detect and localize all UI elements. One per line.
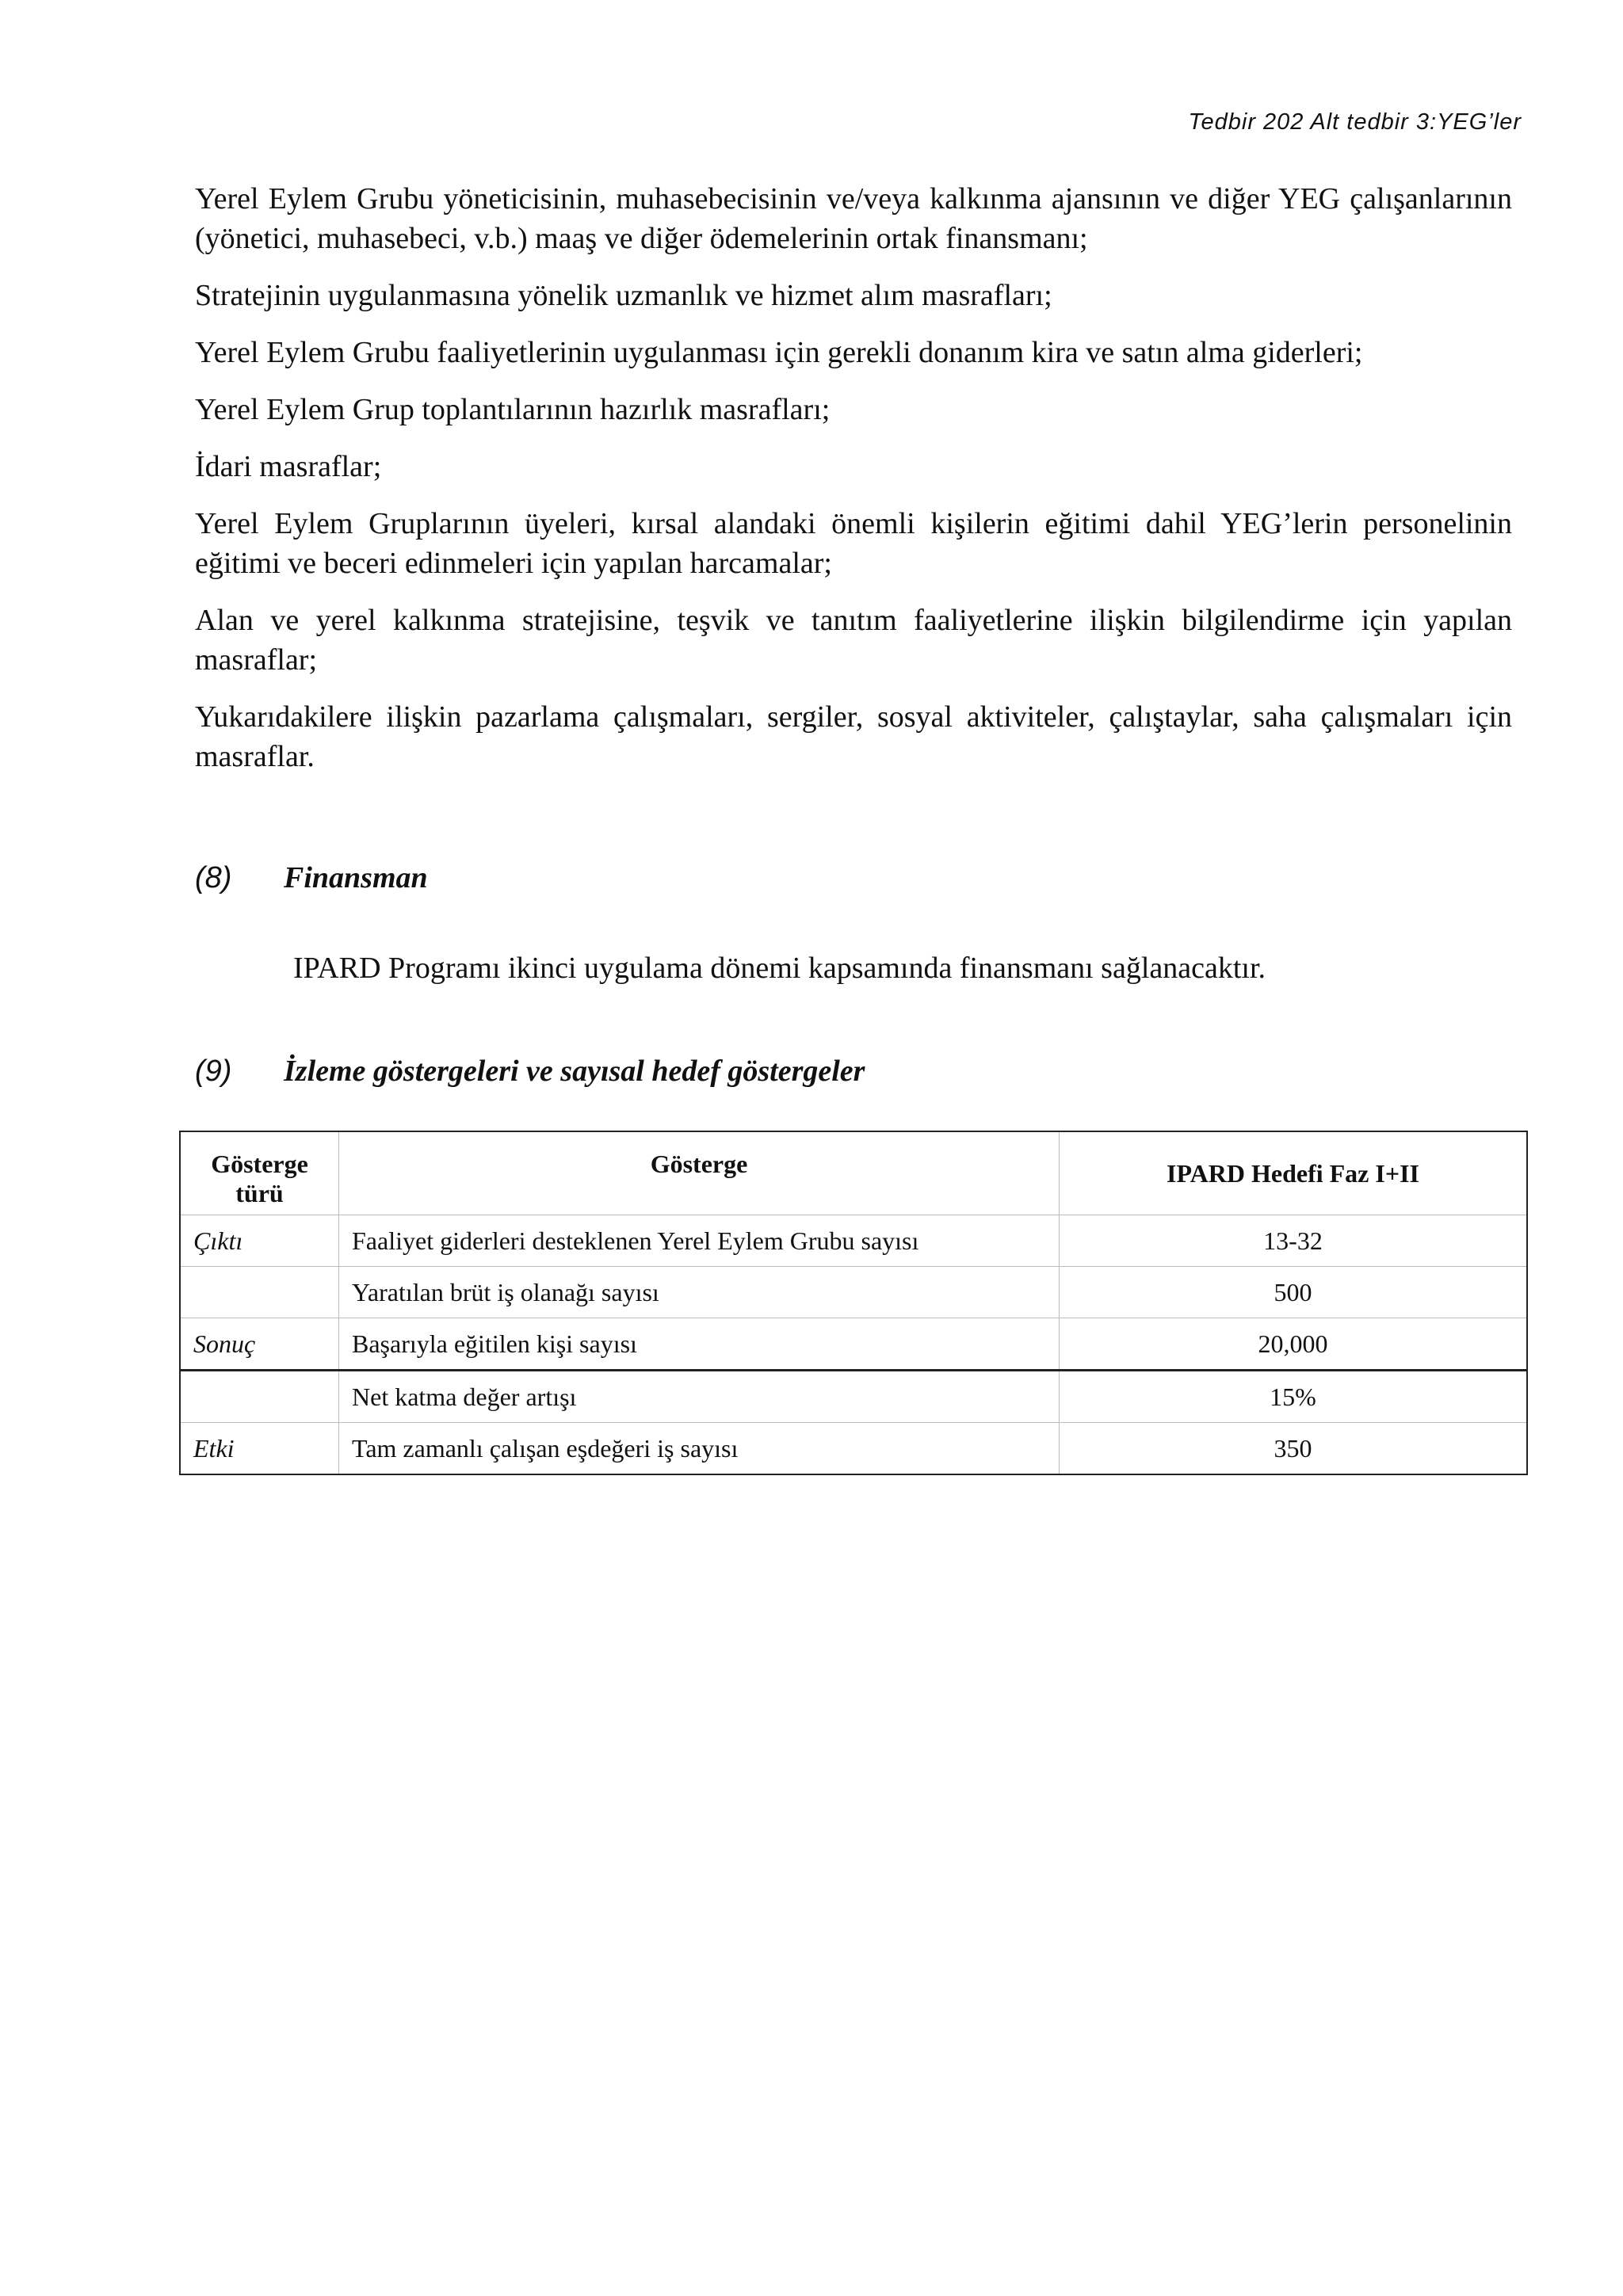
cell-target: 15% bbox=[1060, 1371, 1528, 1423]
cell-indicator: Başarıyla eğitilen kişi sayısı bbox=[339, 1318, 1060, 1371]
cell-target: 500 bbox=[1060, 1267, 1528, 1318]
finansman-text: IPARD Programı ikinci uygulama dönemi kapsamında finansmanı sağlanacaktır. bbox=[293, 952, 1266, 985]
paragraph: Alan ve yerel kalkınma stratejisine, teşvik ve tanıtım faaliyetlerine ilişkin bilgilendirme için yapılan masraflar; bbox=[195, 604, 1512, 677]
table-row bbox=[180, 1215, 1527, 1267]
cell-target: 13-32 bbox=[1060, 1215, 1528, 1267]
column-header-type: Gösterge türü bbox=[180, 1131, 339, 1215]
section-number: (9) bbox=[195, 1055, 232, 1088]
paragraph: Yerel Eylem Grubu yöneticisinin, muhasebecisinin ve/veya kalkınma ajansının ve diğer YEG çalışanlarının (yönetici, muhasebeci, v.b.) maaş ve diğer ödemelerinin ortak finansmanı; bbox=[195, 182, 1512, 255]
cell-indicator: Net katma değer artışı bbox=[339, 1371, 1060, 1423]
table-row bbox=[180, 1318, 1527, 1371]
page-header: Tedbir 202 Alt tedbir 3:YEG’ler bbox=[1188, 109, 1522, 135]
cell-type bbox=[180, 1371, 339, 1423]
column-header-indicator: Gösterge bbox=[339, 1131, 1060, 1215]
indicator-table bbox=[179, 1131, 1528, 1475]
table-row bbox=[180, 1267, 1527, 1318]
eligible-costs-list bbox=[195, 179, 1512, 794]
cell-indicator: Faaliyet giderleri desteklenen Yerel Eylem Grubu sayısı bbox=[339, 1215, 1060, 1267]
cell-target: 350 bbox=[1060, 1423, 1528, 1475]
table-header-row bbox=[180, 1131, 1527, 1215]
paragraph: Yerel Eylem Grup toplantılarının hazırlık masrafları; bbox=[195, 393, 831, 426]
cell-type: Etki bbox=[180, 1423, 339, 1475]
paragraph: Yukarıdakilere ilişkin pazarlama çalışmaları, sergiler, sosyal aktiviteler, çalıştaylar, saha çalışmaları için masraflar. bbox=[195, 700, 1512, 773]
paragraph: Yerel Eylem Grubu faaliyetlerinin uygulanması için gerekli donanım kira ve satın alma giderleri; bbox=[195, 336, 1363, 369]
cell-indicator: Yaratılan brüt iş olanağı sayısı bbox=[339, 1267, 1060, 1318]
cell-type: Çıktı bbox=[180, 1215, 339, 1267]
section-heading-izleme bbox=[195, 1054, 865, 1089]
paragraph: Stratejinin uygulanmasına yönelik uzmanlık ve hizmet alım masrafları; bbox=[195, 279, 1052, 312]
table-row bbox=[180, 1423, 1527, 1475]
section-heading-finansman bbox=[195, 860, 428, 895]
table-row bbox=[180, 1371, 1527, 1423]
section-number: (8) bbox=[195, 861, 232, 894]
cell-type: Sonuç bbox=[180, 1318, 339, 1371]
section-title: İzleme göstergeleri ve sayısal hedef göstergeler bbox=[284, 1055, 865, 1088]
section-title: Finansman bbox=[284, 861, 428, 894]
cell-type bbox=[180, 1267, 339, 1318]
paragraph: İdari masraflar; bbox=[195, 450, 382, 483]
paragraph: Yerel Eylem Gruplarının üyeleri, kırsal alandaki önemli kişilerin eğitimi dahil YEG’lerin personelinin eğitimi ve beceri edinmeleri için yapılan harcamalar; bbox=[195, 507, 1512, 580]
cell-indicator: Tam zamanlı çalışan eşdeğeri iş sayısı bbox=[339, 1423, 1060, 1475]
column-header-target: IPARD Hedefi Faz I+II bbox=[1060, 1131, 1528, 1215]
cell-target: 20,000 bbox=[1060, 1318, 1528, 1371]
